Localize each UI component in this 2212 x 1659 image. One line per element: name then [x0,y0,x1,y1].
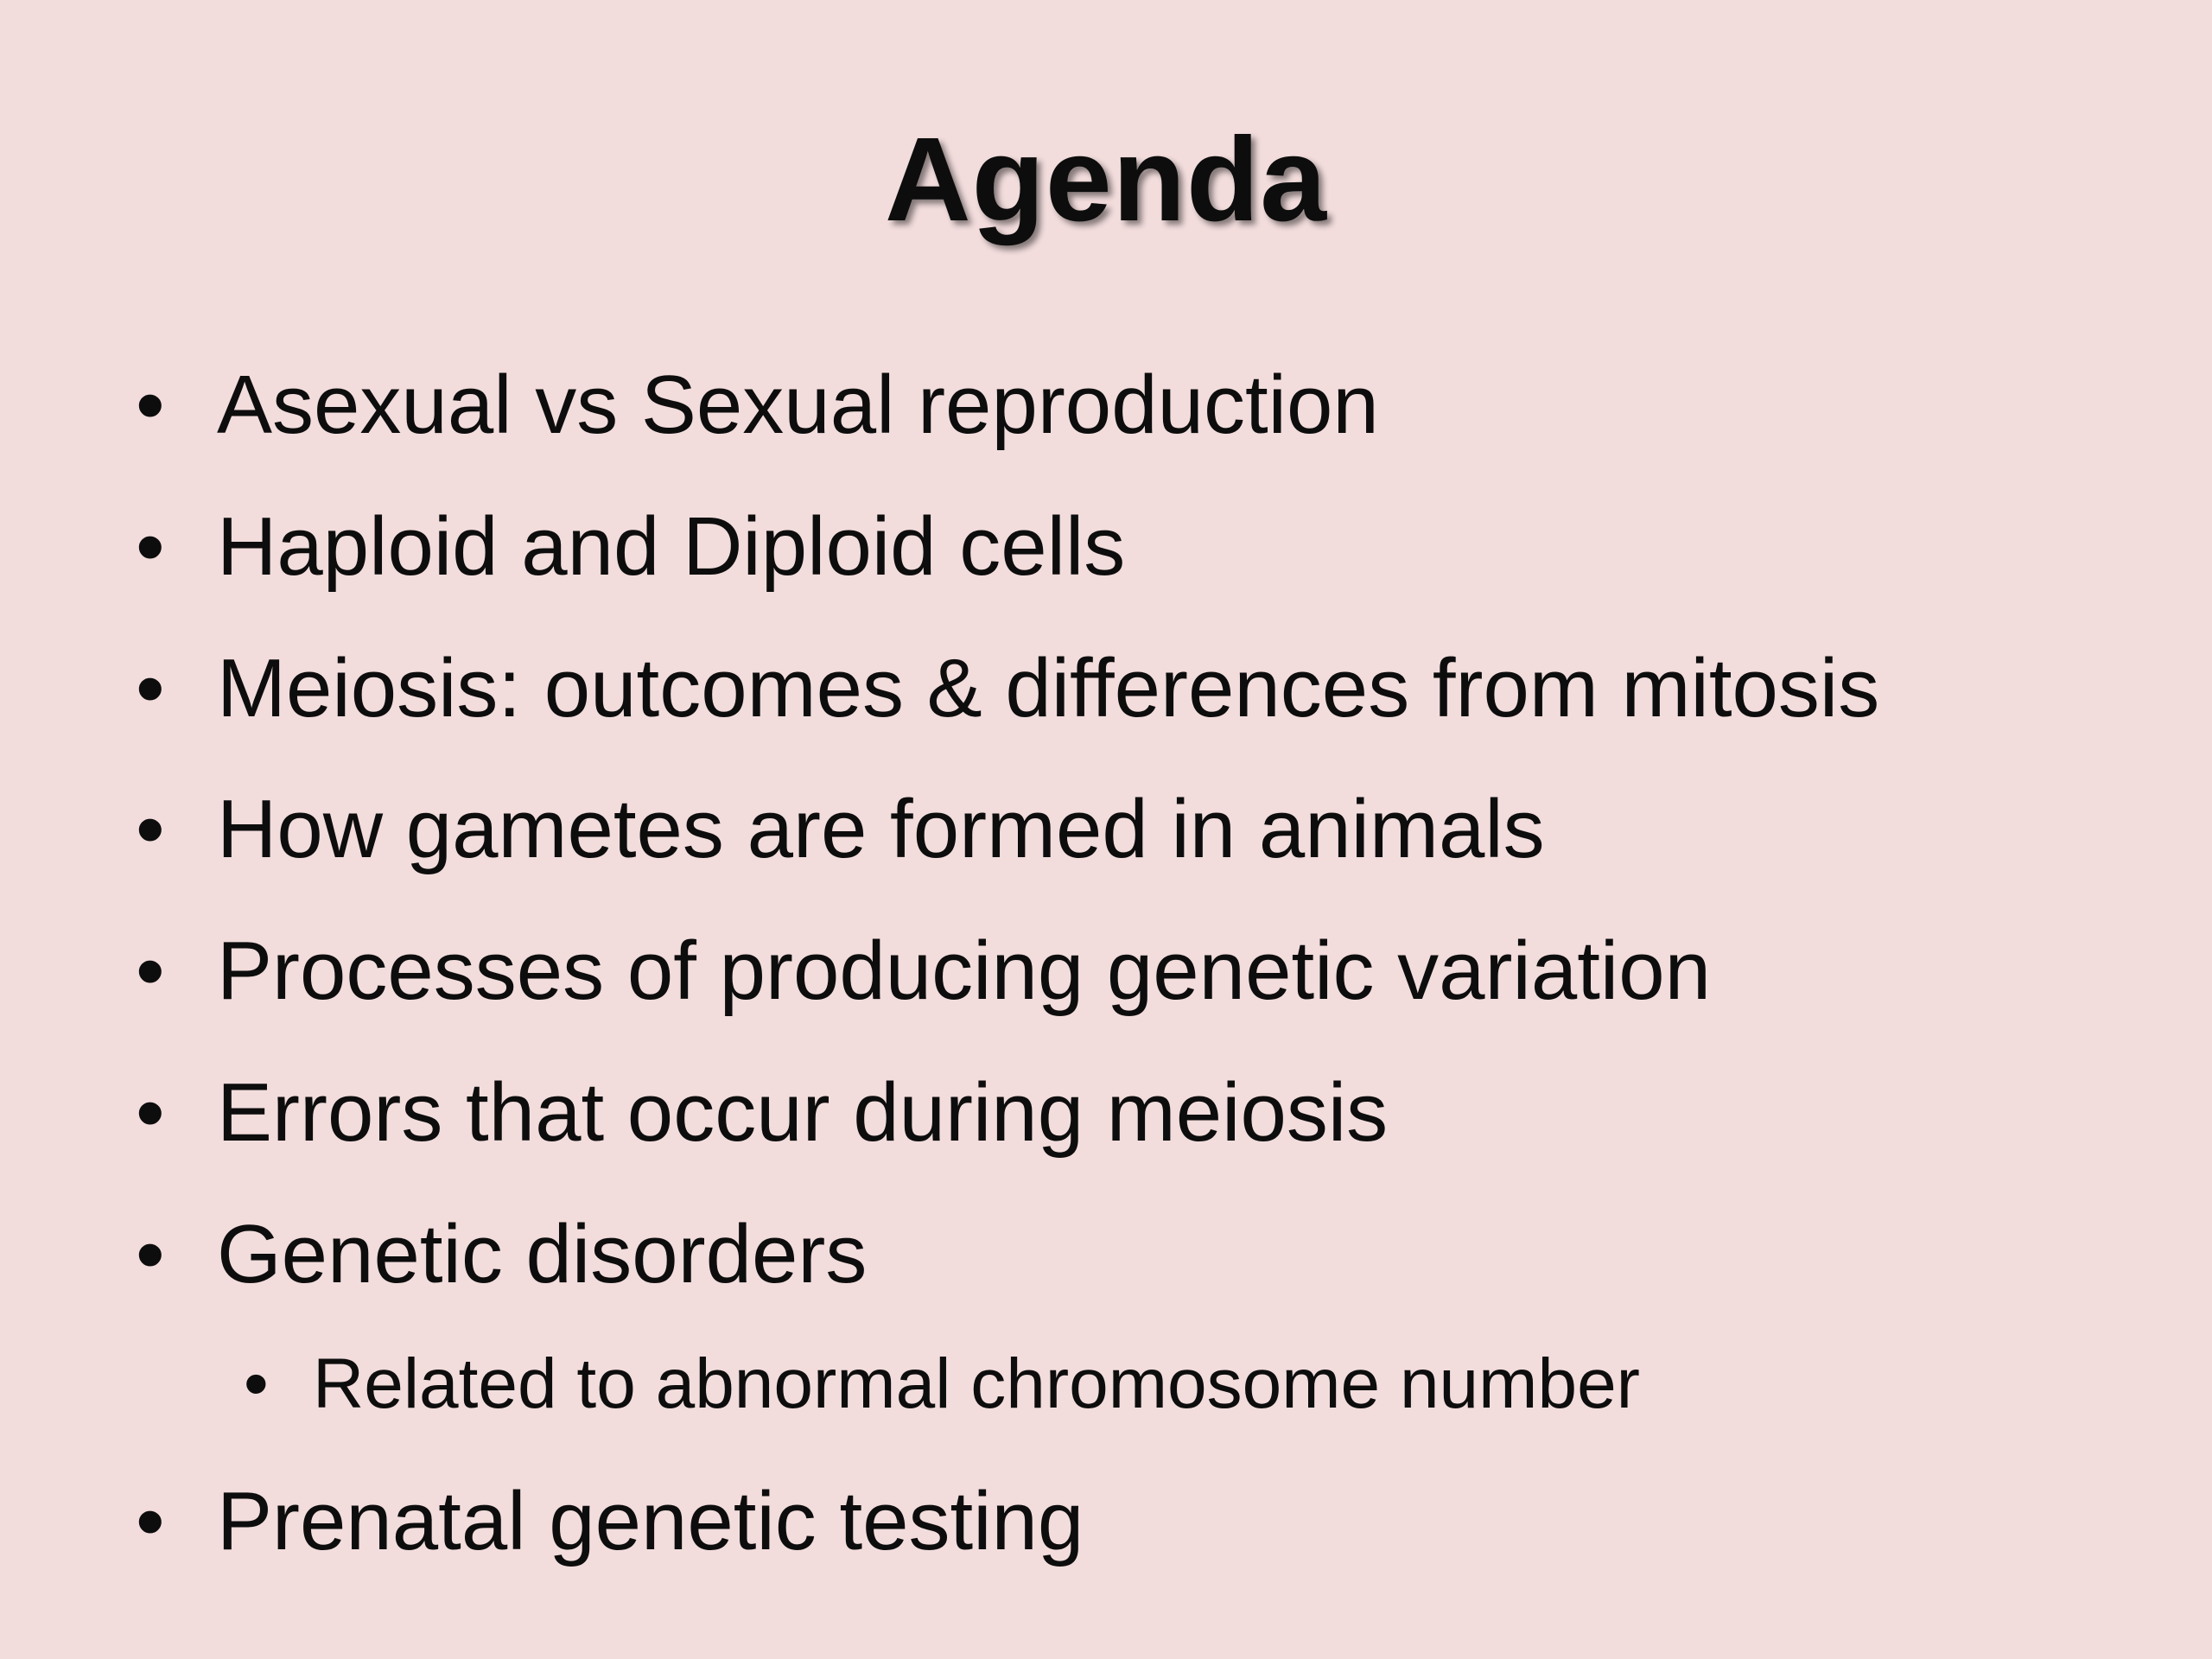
bullet-icon: • [244,1344,269,1423]
bullet-icon: • [136,500,165,593]
agenda-item [136,495,1125,599]
agenda-item-text: Processes of producing genetic variation [217,925,1711,1017]
agenda-subitem-text: Related to abnormal chromosome number [313,1344,1640,1423]
agenda-item-text: Haploid and Diploid cells [217,500,1126,593]
agenda-item-text: Asexual vs Sexual reproduction [217,359,1379,451]
bullet-icon: • [136,642,165,734]
slide-title: Agenda [884,113,1328,246]
bullet-icon: • [136,359,165,451]
agenda-item-text: Errors that occur during meiosis [217,1066,1389,1159]
agenda-item-text: Genetic disorders [217,1208,868,1300]
agenda-subitem [244,1339,1640,1429]
bullet-icon: • [136,783,165,875]
agenda-item [136,353,1379,457]
agenda-item-text: Meiosis: outcomes & differences from mitosis [217,642,1880,734]
agenda-item-text: Prenatal genetic testing [217,1475,1084,1567]
agenda-item [136,919,1711,1023]
agenda-item [136,1470,1084,1573]
agenda-item [136,637,1879,741]
agenda-item-text: How gametes are formed in animals [217,783,1545,875]
bullet-icon: • [136,925,165,1017]
bullet-icon: • [136,1475,165,1567]
agenda-item [136,1061,1388,1165]
agenda-item [136,1203,867,1306]
agenda-item [136,778,1545,881]
bullet-icon: • [136,1066,165,1159]
bullet-icon: • [136,1208,165,1300]
